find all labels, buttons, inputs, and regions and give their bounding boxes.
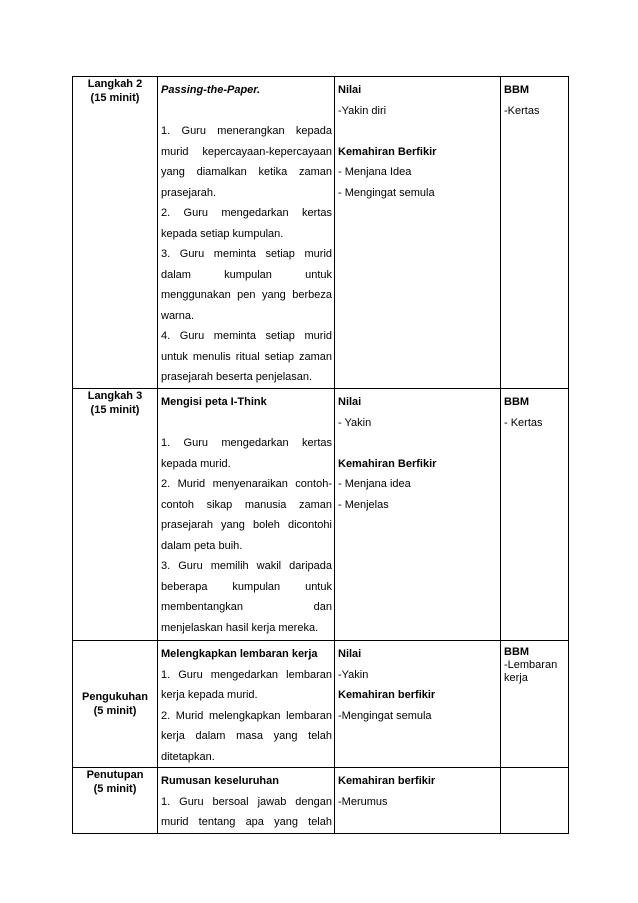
activity-line: 2. Guru mengedarkan kertas: [161, 207, 332, 219]
stage-time: (15 minit): [90, 404, 140, 416]
activity-line: contoh sikap manusia zaman: [161, 498, 332, 511]
activity-line: beberapa kumpulan untuk: [161, 580, 332, 593]
bbm-item: -Kertas: [504, 104, 540, 117]
nilai-heading: Nilai: [338, 84, 362, 96]
stage-cell: [73, 768, 158, 834]
kemahiran-item: -Merumus: [338, 795, 388, 808]
kemahiran-item: - Mengingat semula: [338, 186, 435, 199]
activity-line: 1. Guru mengedarkan kertas: [161, 437, 332, 449]
stage-label: Pengukuhan: [81, 691, 148, 703]
activity-line: 1. Guru bersoal jawab dengan: [161, 795, 332, 808]
activity-line: prasejarah.: [161, 186, 217, 199]
activity-title: Melengkapkan lembaran kerja: [161, 648, 318, 660]
activity-cell: [158, 641, 335, 768]
kemahiran-heading: Kemahiran berfikir: [338, 775, 436, 787]
activity-line: dalam peta buih.: [161, 539, 243, 552]
activity-line: 3. Guru meminta setiap murid: [161, 248, 332, 260]
bbm-cell: [501, 77, 569, 389]
activity-line: kerja kepada murid.: [161, 689, 258, 701]
bbm-item: - Kertas: [504, 416, 543, 429]
bbm-heading: BBM: [504, 396, 530, 408]
kemahiran-item: - Menjana Idea: [338, 166, 412, 178]
activity-line: kepada murid.: [161, 457, 231, 470]
bbm-cell: [501, 389, 569, 641]
activity-line: untuk menulis ritual setiap zaman: [161, 350, 332, 363]
activity-line: 3. Guru memilih wakil daripada: [161, 560, 332, 572]
values-skills-cell: [335, 641, 501, 768]
activity-line: membentangkan dan: [161, 601, 332, 613]
activity-line: 2. Murid melengkapkan lembaran: [161, 709, 332, 722]
nilai-item: -Yakin: [338, 668, 369, 681]
kemahiran-item: - Menjelas: [338, 498, 389, 511]
stage-time: (5 minit): [93, 783, 137, 795]
bbm-cell: [501, 641, 569, 768]
values-skills-cell: [335, 77, 501, 389]
activity-line: murid kepercayaan-kepercayaan: [161, 145, 332, 158]
kemahiran-heading: Kemahiran berfikir: [338, 689, 436, 701]
nilai-item: -Yakin diri: [338, 104, 387, 117]
activity-line: dalam kumpulan untuk: [161, 268, 332, 281]
kemahiran-heading: Kemahiran Berfikir: [338, 145, 437, 158]
stage-time: (5 minit): [93, 705, 137, 717]
activity-line: kerja dalam masa yang telah: [161, 730, 332, 742]
table-row: [73, 77, 569, 389]
activity-line: ditetapkan.: [161, 750, 215, 763]
activity-line: menggunakan pen yang berbeza: [161, 289, 332, 301]
nilai-heading: Nilai: [338, 648, 362, 660]
stage-cell: [73, 641, 158, 768]
activity-line: yang diamalkan ketika zaman: [161, 166, 332, 178]
activity-line: warna.: [161, 309, 195, 322]
activity-line: 2. Murid menyenaraikan contoh-: [161, 478, 332, 490]
kemahiran-item: - Menjana idea: [338, 478, 411, 490]
nilai-item: - Yakin: [338, 416, 372, 429]
lesson-plan-table: [72, 76, 569, 834]
stage-cell: [73, 389, 158, 641]
activity-cell: [158, 768, 335, 834]
kemahiran-item: -Mengingat semula: [338, 709, 432, 722]
activity-cell: [158, 389, 335, 641]
nilai-heading: Nilai: [338, 396, 362, 408]
kemahiran-heading: Kemahiran Berfikir: [338, 457, 437, 470]
activity-line: 1. Guru mengedarkan lembaran: [161, 668, 332, 681]
bbm-heading: BBM: [504, 646, 530, 658]
table-row: [73, 389, 569, 641]
stage-label: Langkah 3: [87, 390, 143, 402]
bbm-item: -Lembaran: [504, 659, 558, 671]
activity-title: Mengisi peta I-Think: [161, 396, 267, 408]
table-row: [73, 641, 569, 768]
stage-label: Penutupan: [86, 769, 144, 781]
bbm-item: kerja: [504, 672, 528, 684]
table-row: [73, 768, 569, 834]
stage-cell: [73, 77, 158, 389]
values-skills-cell: [335, 389, 501, 641]
stage-time: (15 minit): [90, 92, 140, 104]
activity-line: menjelaskan hasil kerja mereka.: [161, 621, 319, 634]
activity-title: Passing-the-Paper.: [161, 84, 261, 96]
bbm-cell: [501, 768, 569, 834]
activity-line: prasejarah yang boleh dicontohi: [161, 519, 332, 531]
bbm-heading: BBM: [504, 84, 530, 96]
stage-label: Langkah 2: [87, 78, 143, 90]
activity-line: 1. Guru menerangkan kepada: [161, 125, 332, 137]
activity-line: murid tentang apa yang telah: [161, 816, 332, 828]
activity-cell: [158, 77, 335, 389]
values-skills-cell: [335, 768, 501, 834]
activity-title: Rumusan keseluruhan: [161, 775, 279, 787]
activity-line: kepada setiap kumpulan.: [161, 227, 284, 240]
activity-line: 4. Guru meminta setiap murid: [161, 330, 332, 342]
activity-line: prasejarah beserta penjelasan.: [161, 371, 313, 383]
